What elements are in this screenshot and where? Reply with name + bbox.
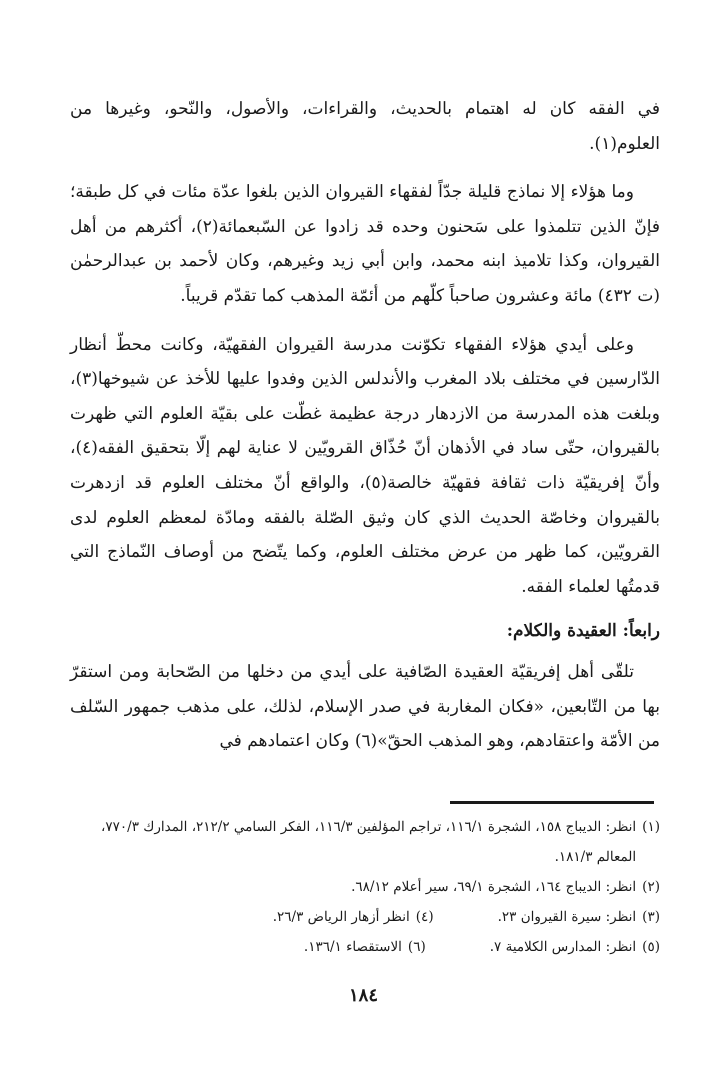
- paragraph-2: وما هؤلاء إلا نماذج قليلة جدّاً لفقهاء القيروان الذين بلغوا عدّة مئات في كل طبقة؛ فإنّ الذين تتلمذوا على سَحنون وحده قد زادوا عن السّبعمائة(٢)، أكثرهم من أهل القيروان، وكذا تلاميذ ابنه محمد، وابن أبي زيد وغيرهم، وكان لأحمد بن عبدالرحمٰن (ت ٤٣٢) مائة وعشرون صاحباً كلّهم من أئمّة المذهب كما تقدّم قريباً.: [70, 182, 661, 306]
- footnote-5: [490, 932, 660, 962]
- footnote-marker: (٤): [415, 909, 434, 925]
- section-heading: رابعاً: العقيدة والكلام:: [506, 621, 660, 642]
- footnote-2: [70, 872, 660, 902]
- footnote-text: انظر: سيرة القيروان ٢٣.: [497, 909, 637, 925]
- footnote-marker: (٢): [642, 879, 660, 895]
- paragraph-1: في الفقه كان له اهتمام بالحديث، والقراءات، والأصول، والنّحو، وغيرها من العلوم(١).: [70, 99, 660, 154]
- footnote-3: [498, 902, 660, 932]
- page-number: ١٨٤: [348, 985, 378, 1006]
- footnote-marker: (١): [642, 819, 660, 835]
- footnote-4: [273, 902, 434, 932]
- paragraph-3: وعلى أيدي هؤلاء الفقهاء تكوّنت مدرسة القيروان الفقهيّة، وكانت محطّ أنظار الدّارسين في مختلف بلاد المغرب والأندلس الذين وفدوا عليها للأخذ عن شيوخها(٣)، وبلغت هذه المدرسة من الازدهار درجة عظيمة غطّت على بقيّة العلوم التي ظهرت بالقيروان، حتّى ساد في الأذهان أنّ حُذّاق القرويّين لا عناية لهم إلّا بتحقيق الفقه(٤)، وأنّ إفريقيّة ذات ثقافة فقهيّة خالصة(٥)، والواقع أنّ مختلف العلوم قد ازدهرت بالقيروان وخاصّة الحديث الذي كان وثيق الصّلة بالفقه ومادّة لمعظم العلوم لدى القرويّين، كما ظهر من عرض مختلف العلوم، وكما يتّضح من أوصاف النّماذج التي قدمتُها لعلماء الفقه.: [70, 334, 661, 597]
- footnote-marker: (٦): [407, 939, 426, 955]
- paragraph-4: تلقّى أهل إفريقيّة العقيدة الصّافية على أيدي من دخلها من الصّحابة ومن استقرّ بها من التّابعين، «فكان المغاربة في صدر الإسلام، لذلك، على مذهب جمهور السّلف من الأمّة واعتقادهم، وهو المذهب الحقّ»(٦) وكان اعتمادهم في: [70, 661, 660, 752]
- footnote-text: انظر: الديباج ١٦٤، الشجرة ٦٩/١، سير أعلام ٦٨/١٢.: [351, 879, 637, 895]
- footnote-marker: (٣): [642, 909, 660, 925]
- main-text: [70, 92, 660, 759]
- footnote-text: الاستقصاء ١٣٦/١.: [303, 939, 402, 955]
- footnote-6: [304, 932, 426, 962]
- footnote-text: انظر: المدارس الكلامية ٧.: [489, 939, 637, 955]
- footnote-1: [70, 812, 660, 872]
- footnote-text: انظر: الديباج ١٥٨، الشجرة ١١٦/١، تراجم المؤلفين ١١٦/٣، الفكر السامي ٢١٢/٢، المدارك ٧٧٠/٣، المعالم ١٨١/٣.: [101, 819, 637, 865]
- footnote-separator: [450, 801, 654, 804]
- footnote-row: [70, 902, 660, 932]
- footnotes: [70, 812, 660, 962]
- footnote-marker: (٥): [642, 939, 660, 955]
- footnote-text: انظر أزهار الرياض ٢٦/٣.: [272, 909, 410, 925]
- footnote-row: [70, 932, 660, 962]
